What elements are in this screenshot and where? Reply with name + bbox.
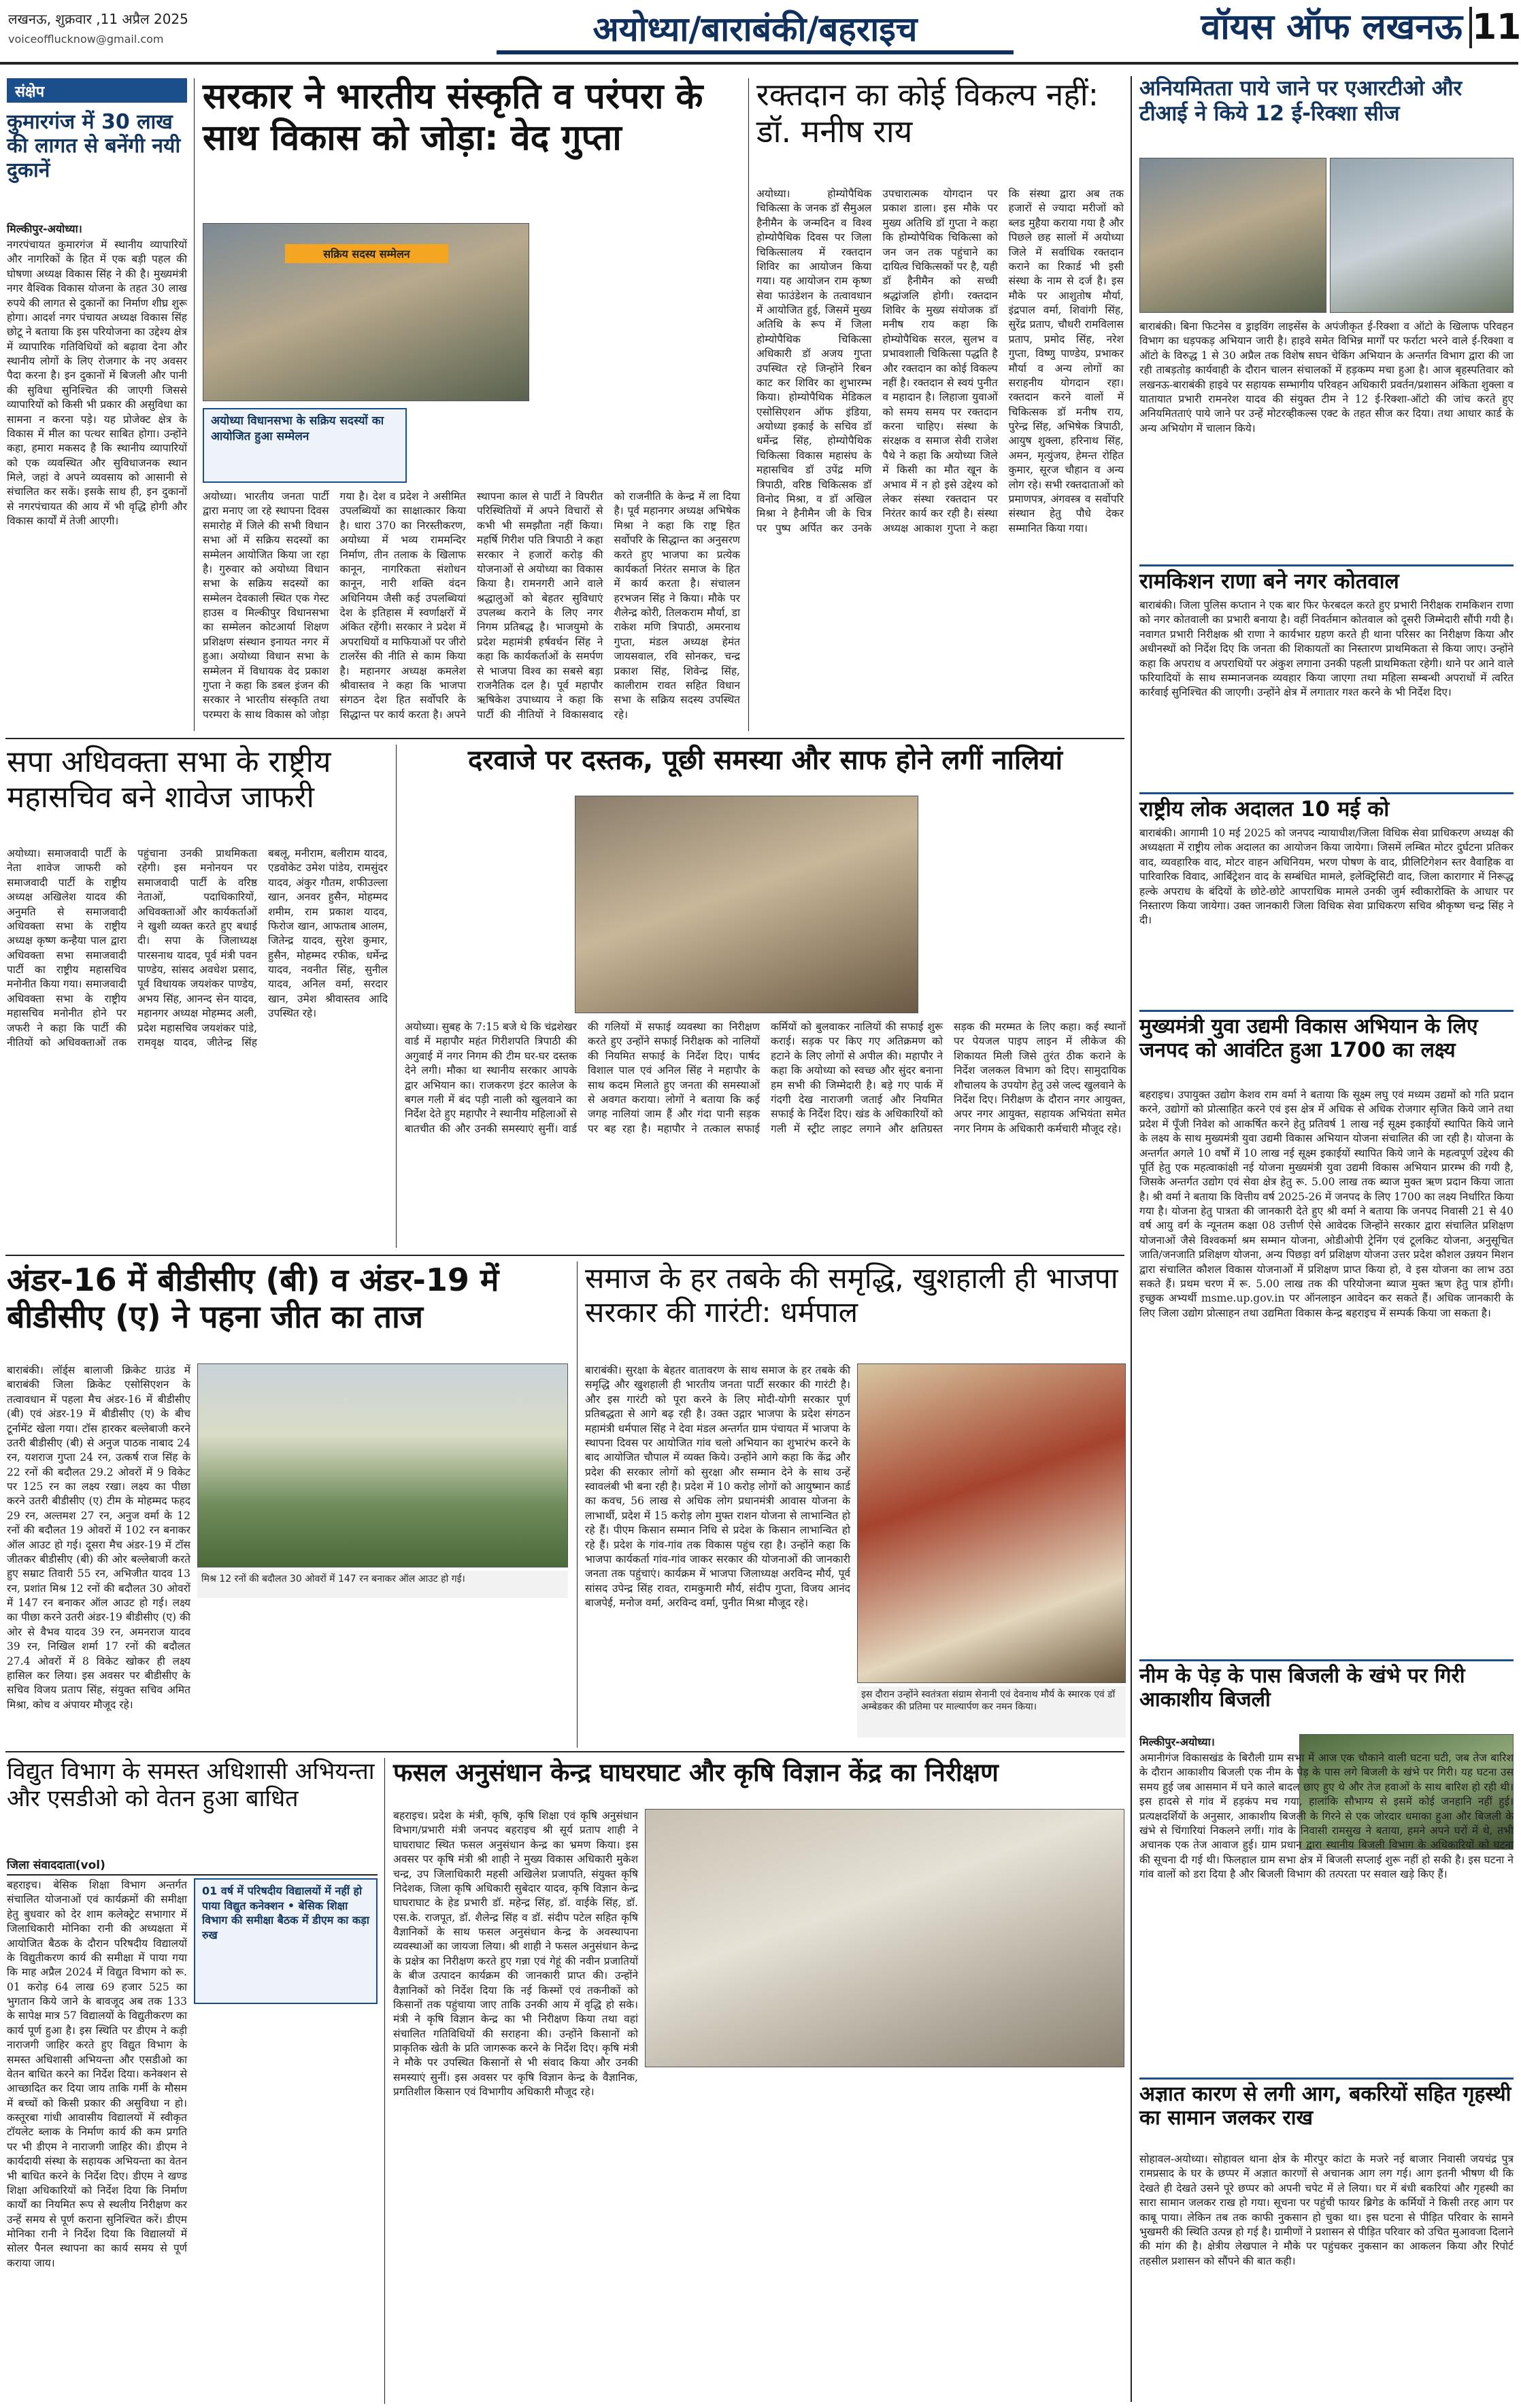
story14-headline: विद्युत विभाग के समस्त अधिशासी अभियन्ता और एसडीओ को वेतन हुआ बाधित [7,1758,375,1813]
story4-photo-2 [1330,158,1514,313]
story11-headline: दरवाजे पर दस्तक, पूछी समस्या और साफ होने लगीं नालियां [468,745,1063,776]
horizontal-divider [5,1751,1124,1752]
story12-photo [197,1363,568,1567]
story1-headline: कुमारगंज में 30 लाख की लागत से बनेंगी नयी दुकानें [7,110,181,182]
horizontal-divider [5,738,1124,739]
story2-body-a [537,218,741,483]
story7-headline: मुख्यमंत्री युवा उद्यमी विकास अभियान के लिए जनपद को आवंटित हुआ 1700 का लक्ष्य [1139,1010,1514,1085]
story9-headline: अज्ञात कारण से लगी आग, बकरियों सहित गृहस्थी का सामान जलकर राख [1139,2078,1514,2149]
story6-headline: राष्ट्रीय लोक अदालत 10 मई को [1139,792,1514,825]
column-divider [396,745,397,1248]
photo-banner: सक्रिय सदस्य सम्मेलन [285,244,448,263]
story3-headline: रक्तदान का कोई विकल्प नहीं: डॉ. मनीष राय [756,76,1099,150]
story11-photo [575,796,918,1013]
column-divider [577,1261,578,1748]
story8-headline: नीम के पेड़ के पास बिजली के खंभे पर गिरी आकाशीय बिजली [1139,1659,1514,1731]
story1-dateline: मिल्कीपुर-अयोध्या। [7,222,82,235]
paper-name: वॉयस ऑफ लखनऊ [1201,7,1462,48]
story5-headline: रामकिशन राणा बने नगर कोतवाल [1139,564,1514,597]
section-title: अयोध्या/बाराबंकी/बहराइच [592,10,918,49]
story2-body: अयोध्या। भारतीय जनता पार्टी द्वारा मनाए जा रहे स्थापना दिवस समारोह में जिले की सभी विधान सभा ओं में सक्रिय सदस्यों का सम्मेलन आयोजित किया जा रहा है। गुरुवार को अयोध्या विधान सभा के सक्रिय सदस्यों का सम्मेलन देवकाली स्थित एक गेस्ट हाउस व मिल्कीपुर विधानसभा का सम्मेलन कोटआर्या शिक्षण प्रशिक्षण संस्थान इनायत नगर में हुआ। अयोध्या विधान सभा के सम्मेलन में विधायक वेद प्रकाश गुप्ता ने कहा कि डबल इंजन की सरकार ने भारतीय संस्कृति तथा परम्परा के साथ विकास को जोड़ा गया है। देश व प्रदेश ने असीमित उपलब्धियों का साक्षात्कार किया है। धारा 370 का निरस्तीकरण, अयोध्या में भव्य राममन्दिर निर्माण, तीन तलाक के खिलाफ कानून, नागरिकता संशोधन कानून, नारी शक्ति वंदन अधिनियम जैसी कई उपलब्धियां देश के इतिहास में स्वर्णाक्षरों में अंकित रहेंगी। सरकार ने प्रदेश में अपराधियों व माफियाओं पर जीरो टालरेंस की नीति से काम किया है। महानगर अध्यक्ष कमलेश श्रीवास्तव ने कहा कि भाजपा संगठन देश हित सर्वोपरि के सिद्धान्त पर कार्य करता है। अपने स्थापना काल से पार्टी ने विपरीत परिस्थितियों में अपने विचारों से कभी भी समझौता नहीं किया। महर्षि गिरीश पति त्रिपाठी ने कहा सरकार ने हजारों करोड़ की योजनाओं से अयोध्या का विकास किया है। रामनगरी आने वाले श्रद्धालुओं को बेहतर सुविधाएं उपलब्ध कराने के लिए नगर निगम प्रतिबद्ध है। भाजयुमो के प्रदेश महामंत्री हर्षवर्धन सिंह ने कहा कि कार्यकर्ताओं के समर्पण से भाजपा विश्व का सबसे बड़ा राजनैतिक दल है। पूर्व महापौर ऋषिकेश उपाध्याय ने कहा कि पार्टी की नीतियों ने विकासवाद को राजनीति के केन्द्र में ला दिया है। पूर्व महानगर अध्यक्ष अभिषेक मिश्रा ने कहा कि राष्ट्र हित सर्वोपरि के सिद्धान्त का अनुसरण करते हुए भाजपा का प्रत्येक कार्यकर्ता निरंतर समाज के हित में कार्य करता है। संचालन हरभजन सिंह ने किया। मौके पर शैलेन्द्र कोरी, तिलकराम मौर्या, डा राकेश मणि त्रिपाठी, अमरनाथ गुप्ता, मंडल अध्यक्ष हेमंत जायसवाल, रवि सोनकर, चन्द्र प्रकाश सिंह, शिवेन्द्र सिंह, कालीराम रावत सहित विधान सभा के सक्रिय सदस्य उपस्थित रहे। [203,490,740,721]
story7-body: बहराइच। उपायुक्त उद्योग केशव राम वर्मा ने बताया कि सूक्ष्म लघु एवं मध्यम उद्यमों को गति प्रदान करने, उद्योगों को प्रोत्साहित करने एवं इस क्षेत्र में अधिक से अधिक रोजगार सृजित किये जाने तथा प्रदेश में पूँजी निवेश को आकर्षित करने हेतु प्रतिवर्ष 1 लाख नई सूक्ष्म इकाईयों स्थापित किये जाने के लक्ष्य के साथ मुख्यमंत्री युवा उद्यमी विकास अभियान योजना संचालित की जा रही है। योजना के अन्तर्गत अगले 10 वर्षों में 10 लाख नई सूक्ष्म इकाईयों स्थापित किये जाने के महत्वपूर्ण उद्देश्य की पूर्ति हेतु एक महत्वाकांक्षी नई योजना मुख्यमंत्री युवा उद्यमी विकास अभियान प्रारम्भ की गयी है, जिसके अन्तर्गत उद्योग एवं सेवा क्षेत्र हेतु रू. 5.00 लाख तक ब्याज मुक्त ऋण प्रदान किया जाता है। श्री वर्मा ने बताया कि वित्तीय वर्ष 2025-26 में जनपद के लिए 1700 का लक्ष्य निर्धारित किया गया है। योजना हेतु पात्रता की जानकारी देते हुए श्री वर्मा ने बताया कि जनपद निवासी 21 से 40 वर्ष आयु वर्ग के न्यूनतम कक्षा 08 उत्तीर्ण ऐसे आवेदक जिन्होंने सरकार द्वारा संचालित प्रशिक्षण योजनाओं जैसे विश्वकर्मा श्रम सम्मान योजना, ओडीओपी ट्रेनिंग एवं टूलकिट योजना, अनुसूचित जाति/जनजाति प्रशिक्षण योजना, अन्य पिछड़ा वर्ग प्रशिक्षण योजना उत्तर प्रदेश कौशल उन्नयन मिशन द्वारा संचालित कौशल विकास योजनाओं में प्रशिक्षण प्राप्त किया हो, वे इस योजना का लाभ उठा सकते हैं। प्रथम चरण में रू. 5.00 लाख तक की परियोजना ब्याज मुक्त ऋण हेतु पात्र होंगी। इच्छुक अभ्यर्थी msme.up.gov.in पर ऑनलाइन आवेदन कर सकते हैं। अधिक जानकारी के लिए जिला उद्योग प्रोत्साहन तथा उद्यमिता विकास केन्द्र बहराइच में सम्पर्क किया जा सकता है। [1139,1089,1514,1319]
story11-body: अयोध्या। सुबह के 7:15 बजे थे कि चंद्रशेखर वार्ड में महापौर महंत गिरीशपति त्रिपाठी की अगुवाई में नगर निगम की टीम घर-घर दस्तक देने लगी। मौका था स्थानीय सरकार आपके द्वार अभियान का। राजकरण इंटर कालेज के बगल गली में बंद पड़ी नाली को खुलवाने का निर्देश देते हुए महापौर ने स्थानीय महिलाओं से बातचीत की और उनकी समस्याएं सुनीं। वार्ड की गलियों में सफाई व्यवस्था का निरीक्षण करते हुए उन्होंने सफाई निरीक्षक को नालियों की नियमित सफाई के निर्देश दिए। पार्षद विशाल पाल एवं अनिल सिंह ने महापौर के साथ कदम मिलाते हुए जनता की समस्याओं से अवगत कराया। लोगों ने बताया कि कई जगह नालियां जाम हैं और गंदा पानी सड़क पर बह रहा है। महापौर ने तत्काल सफाई कर्मियों को बुलवाकर नालियों की सफाई शुरू कराई। सड़क पर किए गए अतिक्रमण को हटाने के लिए लोगों से अपील की। महापौर ने कहा कि अयोध्या को स्वच्छ और सुंदर बनाना हम सभी की जिम्मेदारी है। बड़े गए पार्क में गंदगी देख नाराजगी जताई और नियमित सफाई के निर्देश दिए। खंड के अधिकारियों को गली में स्ट्रीट लाइट लगाने और क्षतिग्रस्त सड़क की मरम्मत के लिए कहा। कई स्थानों पर पेयजल पाइप लाइन में लीकेज की शिकायत मिली जिसे तुरंत ठीक कराने के निर्देश जलकल विभाग को दिए। सामुदायिक शौचालय के उपयोग हेतु उसे जल्द खुलवाने के निर्देश दिए। निरीक्षण के दौरान नगर आयुक्त, अपर नगर आयुक्त, सहायक अभियंता समेत नगर निगम के अधिकारी कर्मचारी मौजूद रहे। [405,1021,1126,1135]
sidebar-label: संक्षेप [7,78,187,103]
story15-photo [645,1809,1124,2067]
column-divider [748,78,749,731]
story10-body: अयोध्या। समाजवादी पार्टी के नेता शावेज जाफरी को समाजवादी पार्टी के राष्ट्रीय अध्यक्ष अखिलेश यादव की अनुमति से समाजवादी अधिवक्ता सभा के राष्ट्रीय अध्यक्ष कृष्ण कन्हैया पाल द्वारा अधिवक्ता सभा समाजवादी पार्टी का राष्ट्रीय महासचिव मनोनीत किया गया। समाजवादी अधिवक्ता सभा के राष्ट्रीय महासचिव मनोनीत होने पर जफरी ने कहा कि पार्टी की नीतियों को अधिवक्ताओं तक पहुंचाना उनकी प्राथमिकता रहेगी। इस मनोनयन पर समाजवादी पार्टी के वरिष्ठ नेताओं, पदाधिकारियों, अधिवक्ताओं और कार्यकर्ताओं ने खुशी व्यक्त करते हुए बधाई दी। सपा के जिलाध्यक्ष पारसनाथ यादव, पूर्व मंत्री पवन पाण्डेय, सांसद अवधेश प्रसाद, पूर्व विधायक जयशंकर पाण्डेय, अभय सिंह, आनन्द सेन यादव, महानगर अध्यक्ष मोहम्मद अली, प्रदेश महासचिव जयशंकर पांडे, रामवृक्ष यादव, जीतेन्द्र सिंह बबलू, मनीराम, बलीराम यादव, एडवोकेट उमेश पांडेय, रामसुंदर यादव, अंकुर गौतम, शफीउल्ला खान, अनवर हुसैन, मोहम्मद शमीम, राम प्रकाश यादव, फिरोज खान, आफताब आलम, जितेन्द्र यादव, सुरेश कुमार, हुसैन, मोहम्मद रफीक, धर्मेन्द्र यादव, नवनीत सिंह, सुनील यादव, अनिल वर्मा, सरदार खान, उमेश श्रीवास्तव आदि उपस्थित रहे। [7,847,388,1049]
story6-body: बाराबंकी। आगामी 10 मई 2025 को जनपद न्यायाधीश/जिला विधिक सेवा प्राधिकरण अध्यक्ष की अध्यक्षता में राष्ट्रीय लोक अदालत का आयोजन किया जायेगा। जिसमें लम्बित मोटर दुर्घटना प्रतिकर वाद, व्यवहारिक वाद, मोटर वाहन अधिनियम, भरण पोषण के वाद, प्रीलिटिगेशन स्तर वैवाहिक वा पारिवारिक विवाद, आर्बिट्रेशन वाद के सम्बंधित मामले, इलेक्ट्रिसिटी वाद, जिला कारागार में निरूद्ध हल्के अपराध के बंदियों के छोटे-छोटे आपराधिक मामले उनकी जुर्म स्वीकारोक्ति के आधार पर निस्तारण किया जायेगा। उक्त जानकारी जिला विधिक सेवा प्राधिकरण सचिव श्रीकृष्ण चन्द्र सिंह ने दी। [1139,827,1514,927]
story8-body: अमानीगंज विकासखंड के बिरौली ग्राम सभा में आज एक चौकाने वाली घटना घटी, जब तेज बारिश के दौरान आकाशीय बिजली एक नीम के पेड़ के पास लगे बिजली के खंभे पर गिरी। यह घटना उस समय हुई जब आसमान में घने काले बादल छाए हुए थे और तेज हवाओं के साथ बारिश हो रही थी। इस हादसे से गांव में हड़कंप मच गया, हालांकि सौभाग्य से इसमें कोई जनहानि नहीं हुई। प्रत्यक्षदर्शियों के अनुसार, आकाशीय बिजली के गिरने से एक जोरदार धमाका हुआ और बिजली के खंभे से चिंगारियां निकलने लगीं। गांव के निवासी रामसुख ने बताया, हमने अपने घरों में थे, तभी अचानक एक तेज आवाज हुई। ग्राम प्रधान द्वारा स्थानीय बिजली विभाग के अधिकारियों को घटना की सूचना दी गई थी। फिलहाल ग्राम सभा क्षेत्र में बिजली सप्लाई शुरू नहीं हो सकी है। इस घटना ने गांव वालों को डरा दिया है और बिजली विभाग की तत्परता पर सवाल खड़े किए हैं। [1139,1752,1514,1880]
column-divider [1131,76,1132,2402]
story14-body-2 [194,2010,378,2402]
story14-source: जिला संवाददाता(vol) [7,1856,378,1876]
story9-body: सोहावल-अयोध्या। सोहावल थाना क्षेत्र के मीरपुर कांटा के मजरे नई बाजार निवासी जयचंद्र पुत्र रामप्रसाद के घर के छप्पर में अज्ञात कारणों से अचानक आग लग गई। आग इतनी भीषण थी कि देखते ही देखते उसने पूरे छप्पर को अपनी चपेट में ले लिया। घर में बंधी बकरियां और गृहस्थी का सारा सामान जलकर राख हो गया। सूचना पर पहुंची फायर ब्रिगेड के कर्मियों ने किसी तरह आग पर काबू पाया। लेकिन तब तक काफी नुकसान हो चुका था। इस घटना से पीड़ित परिवार के सामने भुखमरी की स्थिति उत्पन्न हो गई है। ग्रामीणों ने प्रशासन से पीड़ित परिवार को उचित मुआवजा दिलाने की मांग की है। क्षेत्रीय लेखपाल ने मौके पर पहुंचकर नुकसान का आकलन किया और रिपोर्ट तहसील प्रशासन को सौंपने की बात कही। [1139,2153,1514,2267]
story4-body: बाराबंकी। बिना फिटनेस व ड्राइविंग लाइसेंस के अपंजीकृत ई-रिक्शा व ऑटो के खिलाफ परिवहन विभाग का धड़पकड़ अभियान जारी है। हाइवे समेत विभिन्न मार्गों पर फर्राटा भरने वाले ई-रिक्शा व ऑटो के विरुद्ध 1 से 30 अप्रैल तक विशेष सघन चेकिंग अभियान के अन्तर्गत विभाग द्वारा की जा रही ताबड़तोड़ कार्यवाही के दौरान चालन संचालकों में हड़कम्प मचा हुआ है। आज बृहस्पतिवार को लखनऊ-बाराबंकी हाइवे पर सहायक सम्भागीय परिवहन अधिकारी प्रवर्तन/प्रशासन अंकिता शुक्ला व यातायात प्रभारी रामनरेश यादव की संयुक्त टीम ने 12 ई-रिक्शा-ऑटो की जांच करते हुए अनियमितताएं पाये जाने पर उन्हें मोटरव्हीकल्स एक्ट के तहत सीज कर दिया। तथा आधार कार्ड के अन्य अभियोग में चालान किये। [1139,320,1514,435]
story1-body: नगरपंचायत कुमारगंज में स्थानीय व्यापारियों और नागरिकों के हित में एक बड़ी पहल की घोषणा अध्यक्ष विकास सिंह ने की है। मुख्यमंत्री नगर वैश्विक विकास योजना के तहत 30 लाख रुपये की लागत से दुकानों का निर्माण शीघ्र शुरू होगा। आदर्श नगर पंचायत अध्यक्ष विकास सिंह छोटू ने बताया कि इस परियोजना का उद्देश्य क्षेत्र में व्यापारिक गतिविधियों को बढ़ावा देना और स्थानीय लोगों के लिए रोजगार के नए अवसर पैदा करना है। इन दुकानों में बिजली और पानी की सुविधा सुनिश्चित की जाएगी जिससे व्यापारियों को किसी भी प्रकार की असुविधा का सामना न करना पड़े। यह प्रोजेक्ट क्षेत्र के विकास में मील का पत्थर साबित होगा। उन्होंने कहा, हमारा मकसद है कि स्थानीय व्यापारियों को एक व्यवस्थित और सुविधाजनक स्थान मिले, जहां वे अपने व्यवसाय को आसानी से संचालित कर सकें। इसके साथ ही, इन दुकानों से नगरपंचायत की आय में भी वृद्धि होगी और विकास कार्यों में तेजी आएगी। [7,239,187,528]
story12-photo-caption: मिश्र 12 रनों की बदौलत 30 ओवरों में 147 रन बनाकर ऑल आउट हो गई। [197,1571,568,1598]
story14-highlight: 01 वर्ष में परिषदीय विद्यालयों में नहीं हो पाया विद्युत कनेक्शन • बेसिक शिक्षा विभाग की समीक्षा बैठक में डीएम का कड़ा रुख [194,1878,378,2004]
date-line: लखनऊ, शुक्रवार ,11 अप्रैल 2025 [8,11,188,27]
story8-dateline: मिल्कीपुर-अयोध्या। [1139,1735,1215,1748]
story4-headline: अनियमितता पाये जाने पर एआरटीओ और टीआई ने किये 12 ई-रिक्शा सीज [1139,76,1462,126]
story2-photo [203,223,529,401]
story13-headline: समाज के हर तबके की समृद्धि, खुशहाली ही भाजपा सरकार की गारंटी: धर्मपाल [585,1261,1118,1329]
masthead-rule [497,50,1014,54]
story5-body: बाराबंकी। जिला पुलिस कप्तान ने एक बार फिर फेरबदल करते हुए प्रभारी निरीक्षक रामकिशन राणा को नगर कोतवाली का प्रभारी बनाया है। वहीं निवर्तमान कोतवाल को दूसरी जिम्मेदारी सौंपी गयी है। नवागत प्रभारी निरीक्षक श्री राणा ने कार्यभार ग्रहण करते ही थाना परिसर का निरीक्षण किया और अधीनस्थों को निर्देश दिए कि जनता की शिकायतों का निस्तारण प्राथमिकता से किया जाए। उन्होंने कहा कि अपराध व अपराधियों पर अंकुश लगाना उनकी पहली प्राथमिकता रहेगी। थाने पर आने वाले फरियादियों के साथ सम्मानजनक व्यवहार किया जाएगा तथा महिला सम्बन्धी अपराधों में त्वरित कार्रवाई सुनिश्चित की जाएगी। उन्होंने क्षेत्र में लगातार गश्त करने के भी निर्देश दिए। [1139,599,1514,699]
page-number: 11 [1469,7,1514,48]
story11-body-col1 [405,796,568,1013]
website: voiceofflucknow@gmail.com [8,33,164,46]
story2-headline: सरकार ने भारतीय संस्कृति व परंपरा के साथ विकास को जोड़ा: वेद गुप्ता [203,76,703,159]
story4-photo [1139,158,1326,313]
horizontal-divider [5,1255,1124,1256]
masthead [0,0,1521,65]
story3-body: अयोध्या। होम्योपैथिक चिकित्सा के जनक डॉ सैमुअल हैनीमैन के जन्मदिन व विश्व होम्योपैथिक दिवस पर जिला चिकित्सालय में रक्तदान शिविर का आयोजन किया गया। यह आयोजन राम कृष्ण सेवा फाउंडेशन के तत्वावधान में आयोजित हुई, जिसमें मुख्य अतिथि के रूप में जिला होम्योपैथिक चिकित्सा अधिकारी डॉ अजय गुप्ता उपस्थित रहे जिन्होंने रिबन काट कर शिविर का शुभारम्भ किया। होम्योपैथिक मेडिकल एसोसिएशन ऑफ इंडिया, अयोध्या इकाई के सचिव डॉ धर्मेन्द्र सिंह, होम्योपैथिक चिकित्सा विकास महासंघ के महासचिव डॉ उपेंद्र मणि त्रिपाठी, वरिष्ठ चिकित्सक डॉ विनोद मिश्रा, व डॉ अखिल मिश्रा ने हैनीमैन जी के चित्र पर पुष्प अर्पित कर उनके उपचारात्मक योगदान पर प्रकाश डाला। इस मौके पर मुख्य अतिथि डॉ गुप्ता ने कहा कि होम्योपैथिक चिकित्सा को जन जन तक पहुंचाने का दायित्व चिकित्सकों पर है, यही डॉ हैनीमैन को सच्ची श्रद्धांजलि होगी। रक्तदान शिविर के मुख्य संयोजक डॉ मनीष राय कहा कि होम्योपैथिक सरल, सुलभ व प्रभावशाली चिकित्सा पद्धति है और रक्तदान का कोई विकल्प नहीं है। रक्तदान से स्वयं पुनीत व महादान है। लिहाजा युवाओं को समय समय पर रक्तदान करना चाहिए। संस्था के संरक्षक व समाज सेवी राजेश पैथे ने कहा कि अयोध्या जिले में किसी का मौत खून के अभाव में न हो इसे उद्देश्य को लेकर संस्था रक्तदान पर निरंतर कार्य कर रही है। संस्था अध्यक्ष आकाश गुप्ता ने कहा कि संस्था द्वारा अब तक हजारों से ज्यादा मरीजों को ब्लड मुहैया कराया गया है और पिछले छह सालों में अयोध्या जिले में सर्वाधिक रक्तदान कराने का रिकार्ड भी इसी संस्था के नाम से दर्ज है। इस मौके पर आशुतोष मौर्या, इंद्रपाल वर्मा, शिवांगी सिंह, सुरेंद्र प्रताप, चौधरी रामविलास प्रताप, प्रमोद सिंह, नरेश गुप्ता, विष्णु पाण्डेय, प्रभाकर मौर्या व अन्य लोगों का सराहनीय योगदान रहा। रक्तदान करने वालों में चिकित्सक डॉ मनीष राय, पुरेन्द्र सिंह, अभिषेक त्रिपाठी, आयुष शुक्ला, हरिनाथ सिंह, अमन, मृत्युंजय, हेमन्त रोहित कुमार, सूरज चौहान व अन्य लोग रहे। सभी रक्तदाताओं को प्रमाणपत्र, अंगवस्त्र व सर्वोपरि संस्थान हेतु पौधे देकर सम्मानित किया गया। [756,188,1124,535]
story10-headline: सपा अधिवक्ता सभा के राष्ट्रीय महासचिव बने शावेज जाफरी [7,745,331,815]
story14-body: बहराइच। बेसिक शिक्षा विभाग अन्तर्गत संचालित योजनाओं एवं कार्यक्रमों की समीक्षा हेतु बुधवार को देर शाम कलेक्ट्रेट सभागार में जिलाधिकारी मोनिका रानी की अध्यक्षता में आयोजित बैठक के दौरान परिषदीय विद्यालयों के विद्युतीकरण कार्य की समीक्षा में पाया गया कि माह अप्रैल 2024 में विद्युत विभाग को रू. 01 करोड़ 64 लाख 69 हजार 525 का भुगतान किये जाने के बावजूद अब तक 133 के सापेक्ष मात्र 57 विद्यालयों के विद्युतीकरण का कार्य पूर्ण हुआ है। इस स्थिति पर डीएम ने कड़ी नाराजगी जाहिर करते हुए विद्युत विभाग के समस्त अधिशासी अभियन्ता और एसडीओ का वेतन बाधित करने का निर्देश दिया। कनेक्शन से आच्छादित कर दिया जाय ताकि गर्मी के मौसम में बच्चों को किसी प्रकार की असुविधा न हो। कस्तूरबा गांधी आवासीय विद्यालयों में स्वीकृत टॉयलेट ब्लाक के निर्माण कार्य की कम प्रगति पर भी डीएम ने नाराजगी जाहिर की। डीएम ने कार्यदायी संस्था के सहायक अभियन्ता का वेतन भी बाधित करने के निर्देश दिए। डीएम ने खण्ड शिक्षा अधिकारियों को निर्देश दिया कि निर्माण कार्यों का नियमित रूप से स्थलीय निरीक्षण कर उन्हें समय से पूर्ण कराना सुनिश्चित करें। डीएम मोनिका रानी ने निर्देश दिया कि विद्यालयों में सोलर पैनल स्थापना का कार्य समय से पूर्ण कराया जाय। [7,1879,187,2269]
column-divider [194,78,195,731]
story12-body-extra [197,1605,568,1744]
story15-body-2 [645,2074,1124,2401]
story15-headline: फसल अनुसंधान केन्द्र घाघरघाट और कृषि विज्ञान केंद्र का निरीक्षण [393,1758,999,1787]
story13-photo [857,1363,1126,1683]
story12-body: बाराबंकी। लॉर्ड्स बालाजी क्रिकेट ग्राउंड में बाराबंकी जिला क्रिकेट एसोसिएशन के तत्वावधान में पहला मैच अंडर-16 में बीडीसीए (बी) एवं अंडर-19 में बीडीसीए (ए) के बीच टूर्नामेंट खेला गया। टॉस हारकर बल्लेबाजी करने उतरी बीडीसीए (बी) से अनुज पाठक नाबाद 24 रन, यशराज गुप्ता 24 रन, उत्कर्ष राज सिंह के 22 रनों की बदौलत 29.2 ओवरों में 9 विकेट पर 125 रन का लक्ष्य रखा। लक्ष्य का पीछा करने उतरी बीडीसीए (ए) टीम के मोहम्मद फहद 29 रन, अल्तमश 27 रन, अनुज वर्मा के 12 रनों की बदौलत 19 ओवरों में 102 रन बनाकर ऑल आउट हो गई। दूसरा मैच अंडर-19 में टॉस जीतकर बीडीसीए (बी) की ओर बल्लेबाजी करते हुए सम्राट तिवारी 55 रन, अभिजीत यादव 13 रन, प्रशांत मिश्र 12 रनों की बदौलत 30 ओवरों में 147 रन बनाकर ऑल आउट हो गई। लक्ष्य का पीछा करने उतरी अंडर-19 बीडीसीए (ए) की ओर से वैभव यादव 39 रन, अमनराज यादव 39 रन, निखिल शर्मा 17 रनों की बदौलत 27.4 ओवरों में 8 विकेट खोकर ही लक्ष्य हासिल कर लिया। इस अवसर पर बीडीसीए के सचिव विजय प्रताप सिंह, संयुक्त सचिव अमित मिश्रा, कोच व अंपायर मौजूद रहे। [7,1364,190,1711]
story12-headline: अंडर-16 में बीडीसीए (बी) व अंडर-19 में बीडीसीए (ए) ने पहना जीत का ताज [7,1261,499,1336]
story15-body: बहराइच। प्रदेश के मंत्री, कृषि, कृषि शिक्षा एवं कृषि अनुसंधान विभाग/प्रभारी मंत्री जनपद बहराइच श्री सूर्य प्रताप शाही ने घाघराघाट स्थित फसल अनुसंधान केन्द्र का भ्रमण किया। इस अवसर पर कृषि मंत्री श्री शाही ने मुख्य विकास अधिकारी मुकेश चन्द्र, उप जिलाधिकारी महसी अखिलेश प्रजापति, संयुक्त कृषि निदेशक, जिला कृषि अधिकारी सुबेदार यादव, कृषि विज्ञान केन्द्र घाघराघाट के हेड प्रभारी डॉ. महेन्द्र सिंह, डॉ. वाईके सिंह, डॉ. एस.के. राजपूत, डॉ. शैलेन्द्र सिंह व डॉ. संदीप पटेल सहित कृषि वैज्ञानिकों के साथ फसल अनुसंधान केन्द्र के अवस्थापना व्यवस्थाओं का जायजा लिया। श्री शाही ने फसल अनुसंधान केन्द्र के प्रक्षेत्र का निरीक्षण करते हुए गन्ना एवं गेहूं की नवीन प्रजातियों के बीज उत्पादन कार्यक्रम की जानकारी प्राप्त की। उन्होंने वैज्ञानिकों को निर्देश दिया कि नई किस्मों एवं तकनीकों को किसानों तक पहुंचाया जाए ताकि उनकी आय में वृद्धि हो सके। मंत्री ने कृषि विज्ञान केन्द्र का भी निरीक्षण किया तथा वहां संचालित गतिविधियों की सराहना की। उन्होंने किसानों को प्राकृतिक खेती के प्रति जागरूक करने के निर्देश दिए। कृषि मंत्री ने मौके पर उपस्थित किसानों से भी संवाद किया और उनकी समस्याएं सुनीं। इस अवसर पर कृषि विज्ञान केन्द्र के वैज्ञानिक, प्रगतिशील किसान एवं विभागीय अधिकारी मौजूद रहे। [393,1810,638,2099]
story13-photo-caption: इस दौरान उन्होंने स्वतंत्रता संग्राम सेनानी एवं देवनाथ मौर्य के स्मारक एवं डॉ अम्बेडकर की प्रतिमा पर माल्यार्पण कर नमन किया। [857,1686,1126,1737]
story2-highlight: अयोध्या विधानसभा के सक्रिय सदस्यों का आयोजित हुआ सम्मेलन [203,408,407,483]
column-divider [384,1758,385,2404]
story13-body: बाराबंकी। सुरक्षा के बेहतर वातावरण के साथ समाज के हर तबके की समृद्धि और खुशहाली ही भारतीय जनता पार्टी सरकार की गारंटी है। और इस गारंटी को पूरा करने के लिए मोदी-योगी सरकार पूर्ण प्रतिबद्धता से आगे बढ़ रही है। उक्त उद्गार भाजपा के प्रदेश संगठन महामंत्री धर्मपाल सिंह ने देवा मंडल अन्तर्गत ग्राम पंचायत में भाजपा के स्थापना दिवस पर आयोजित गांव चलो अभियान का शुभारंभ करने के बाद आयोजित चौपाल में व्यक्त किये। उन्होंने आगे कहा कि केंद्र और प्रदेश की सरकार लोगों को सुरक्षा और सम्मान देने के साथ उन्हें स्वावलंबी भी बना रही है। प्रदेश में 10 करोड़ लोगों को आयुष्मान कार्ड का कवच, 56 लाख से अधिक लोग प्रधानमंत्री आवास योजना के लाभार्थी, प्रदेश में 15 करोड़ लोग मुफ्त राशन योजना से लाभान्वित हो रहे हैं। पीएम किसान सम्मान निधि से प्रदेश के किसान लाभान्वित हो रहे हैं। प्रदेश के गांव-गांव तक विकास पहुंच रहा है। उन्होंने कहा कि भाजपा कार्यकर्ता गांव-गांव जाकर सरकार की योजनाओं की जानकारी जनता तक पहुंचाएं। कार्यक्रम में भाजपा जिलाध्यक्ष अरविन्द मौर्य, पूर्व सांसद उपेन्द्र सिंह रावत, रामकुमारी मौर्य, संदीप गुप्ता, विजय आनंद बाजपेई, मनोज वर्मा, अरविन्द वर्मा, पुनीत मिश्रा मौजूद रहे। [585,1364,850,1609]
